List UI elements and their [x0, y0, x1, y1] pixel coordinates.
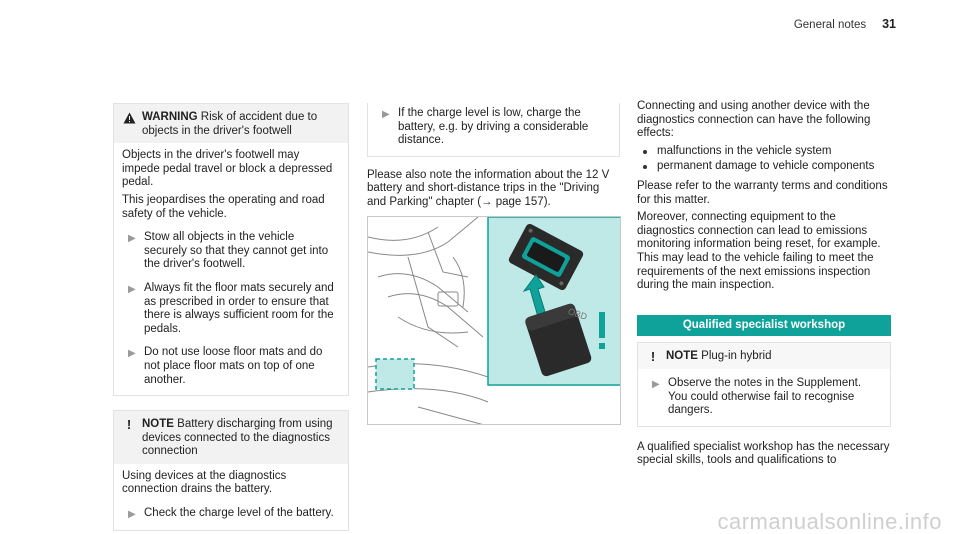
warning-heading-text: Risk of accident due to objects in the driver's footwell	[142, 111, 318, 137]
note-box-battery	[113, 410, 349, 531]
note-box-plugin-hybrid	[637, 342, 891, 426]
note-header	[114, 411, 348, 464]
col3-warranty: Please refer to the warranty terms and conditions for this matter.	[637, 179, 888, 206]
warning-step	[122, 231, 340, 272]
note-heading-text: Battery discharging from using devices connected to the diagnostics connection	[142, 418, 333, 458]
warning-para-2: This jeopardises the operating and road safety of the vehicle.	[122, 193, 325, 220]
note-step	[376, 107, 611, 148]
warning-header	[114, 104, 348, 143]
note-title	[666, 350, 771, 364]
column-left	[113, 103, 349, 531]
step-arrow-icon: ▶	[128, 348, 136, 360]
step-arrow-icon: ▶	[128, 283, 136, 295]
watermark: carmanualsonline.info	[717, 509, 942, 534]
col3-intro: Connecting and using another device with the diagnostics connection can have the following effects:	[637, 100, 871, 140]
step-arrow-icon: ▶	[128, 233, 136, 245]
list-item: permanent damage to vehicle components	[637, 160, 891, 174]
warning-box	[113, 103, 349, 396]
note-step	[122, 507, 340, 522]
note-step-text: If the charge level is low, charge the battery, e.g. by driving a considerable distance.	[398, 107, 589, 147]
note-body-continued	[368, 103, 619, 156]
step-arrow-icon: ▶	[382, 109, 390, 120]
column-right	[637, 100, 891, 468]
warning-para-1: Objects in the driver's footwell may impede pedal travel or block a depressed pedal.	[122, 149, 333, 189]
warning-step-text: Always fit the floor mats securely and as prescribed in order to ensure that there is always sufficient room for the pedals.	[144, 281, 334, 335]
warning-triangle-icon	[122, 111, 136, 138]
note-para: Using devices at the diagnostics connection drains the battery.	[122, 469, 287, 496]
step-arrow-icon: ▶	[128, 509, 136, 521]
warning-body	[114, 143, 348, 395]
note-step-text: Check the charge level of the battery.	[144, 507, 334, 520]
warning-step	[122, 346, 340, 387]
note-step-text: Observe the notes in the Supplement. You could otherwise fail to recognise dangers.	[668, 376, 862, 417]
warning-label: WARNING	[142, 111, 198, 123]
note-title	[142, 418, 340, 459]
obd-label: OBD	[566, 305, 589, 322]
step-arrow-icon: ▶	[652, 378, 660, 390]
col2-paragraph: Please also note the information about the 12 V battery and short-distance trips in the "Driving and Parking" chapter (→ page 157).	[367, 168, 610, 208]
note-heading-text: Plug-in hybrid	[701, 350, 772, 363]
note-body	[638, 369, 890, 426]
column-middle	[367, 103, 620, 425]
section-heading-bar: Qualified specialist workshop	[637, 315, 891, 337]
section-title: General notes	[793, 19, 867, 31]
effects-list	[637, 145, 891, 174]
col3-emissions: Moreover, connecting equipment to the diagnostics connection can lead to emissions monitoring information being reset, for example. This may lead to the vehicle failing to meet the requirements of the next emissions inspection during the main inspection.	[637, 211, 881, 292]
list-item: malfunctions in the vehicle system	[637, 145, 891, 159]
note-body	[114, 464, 348, 530]
bullet-icon	[643, 165, 647, 169]
note-exclamation-icon: !	[126, 417, 132, 433]
page-header	[794, 18, 896, 33]
note-header	[638, 343, 890, 369]
diagnostics-connection-figure	[367, 216, 621, 425]
warning-step-text: Stow all objects in the vehicle securely so that they cannot get into the driver's footwell.	[144, 231, 329, 271]
note-step	[646, 377, 882, 418]
note-label: NOTE	[666, 350, 698, 363]
note-box-battery-continued	[367, 103, 620, 157]
note-exclamation-icon: !	[650, 349, 656, 365]
page-number: 31	[882, 17, 896, 31]
bullet-icon	[643, 150, 647, 154]
diagnostics-illustration	[368, 217, 621, 425]
warning-step	[122, 282, 340, 336]
warning-title	[142, 111, 340, 138]
warning-step-text: Do not use loose floor mats and do not place floor mats on top of one another.	[144, 346, 323, 386]
col3-outro: A qualified specialist workshop has the necessary special skills, tools and qualifications to	[637, 440, 890, 467]
note-label: NOTE	[142, 418, 174, 431]
